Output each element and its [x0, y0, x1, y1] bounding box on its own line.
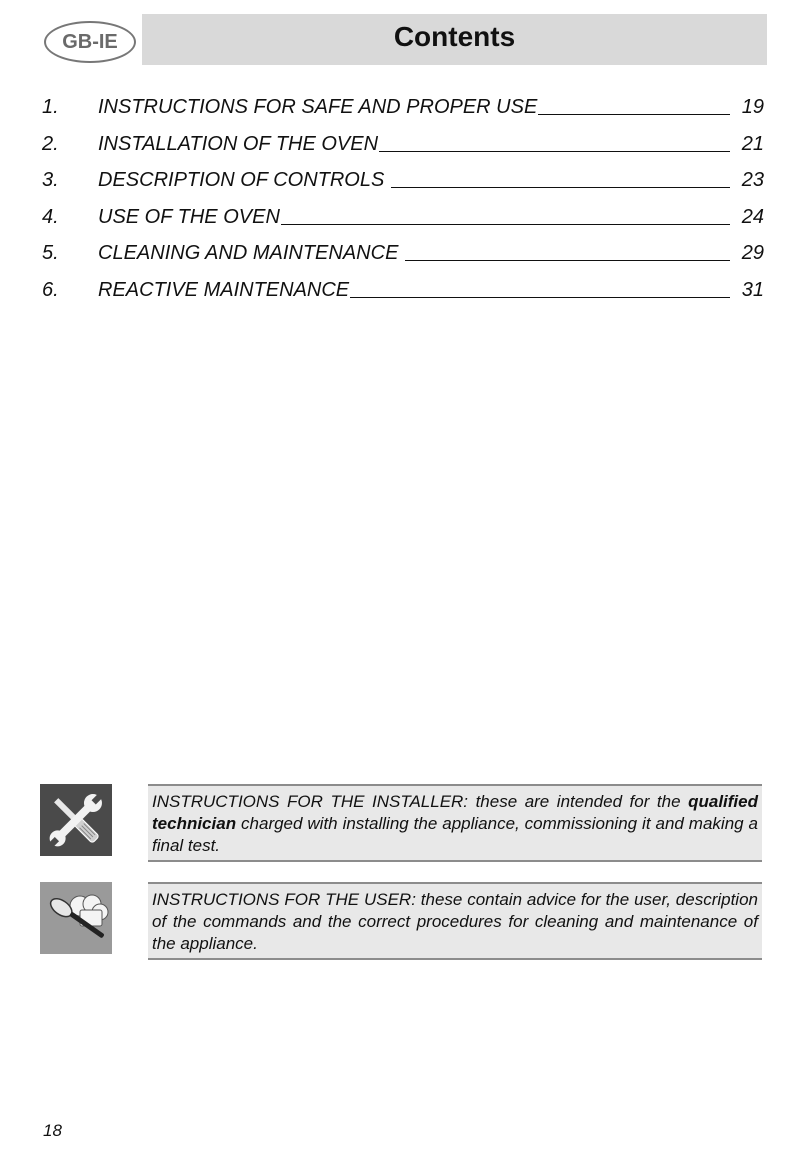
page-number: 18 [43, 1121, 62, 1140]
toc-leader-line [281, 224, 730, 225]
installer-text-bold: qualified technician [152, 792, 758, 833]
toc-page-number: 21 [741, 132, 764, 155]
toc-leader-line [405, 260, 730, 261]
toc-leader-line [350, 297, 730, 298]
toc-title: INSTRUCTIONS FOR SAFE AND PROPER USE [98, 96, 538, 118]
toc-entry[interactable] [42, 206, 764, 243]
toc-page-number: 29 [741, 242, 764, 265]
toc-entry[interactable] [42, 169, 764, 206]
installer-text-end: charged with installing the appliance, commissioning it and making a final test. [152, 814, 758, 855]
toc-page-number: 19 [741, 96, 764, 118]
toc-number: 2. [42, 132, 59, 155]
toc-page-number: 24 [741, 205, 764, 228]
wrench-screwdriver-icon [40, 784, 112, 856]
installer-text-start: INSTRUCTIONS FOR THE INSTALLER: these are intended for the [152, 792, 689, 811]
toc-page-number: 31 [741, 278, 764, 301]
toc-number: 5. [42, 242, 59, 265]
toc-leader-line [538, 114, 730, 115]
toc-entry[interactable] [42, 96, 764, 133]
installer-note-text [148, 784, 762, 862]
toc-leader-line [391, 187, 730, 188]
toc-number: 3. [42, 169, 59, 192]
table-of-contents [42, 96, 764, 316]
toc-number: 4. [42, 205, 59, 228]
toc-leader-line [379, 151, 730, 152]
toc-title: INSTALLATION OF THE OVEN [98, 132, 379, 155]
toc-entry[interactable] [42, 279, 764, 316]
toc-entry[interactable] [42, 133, 764, 170]
toc-entry[interactable] [42, 242, 764, 279]
toc-title: REACTIVE MAINTENANCE [98, 278, 350, 301]
user-note-text: INSTRUCTIONS FOR THE USER: these contain advice for the user, description of the commands and the correct procedures for cleaning and maintenance of the appliance. [148, 882, 762, 960]
toc-page-number: 23 [741, 169, 764, 192]
spoon-chef-hat-icon [40, 882, 112, 954]
toc-title: CLEANING AND MAINTENANCE [98, 242, 404, 265]
title-bar [142, 14, 767, 65]
language-badge: GB-IE [44, 21, 136, 63]
toc-number: 6. [42, 278, 59, 301]
page-header [0, 0, 808, 70]
toc-title: USE OF THE OVEN [98, 205, 280, 228]
toc-title: DESCRIPTION OF CONTROLS [98, 169, 390, 192]
page-title: Contents [393, 20, 516, 52]
toc-number: 1. [42, 96, 59, 118]
